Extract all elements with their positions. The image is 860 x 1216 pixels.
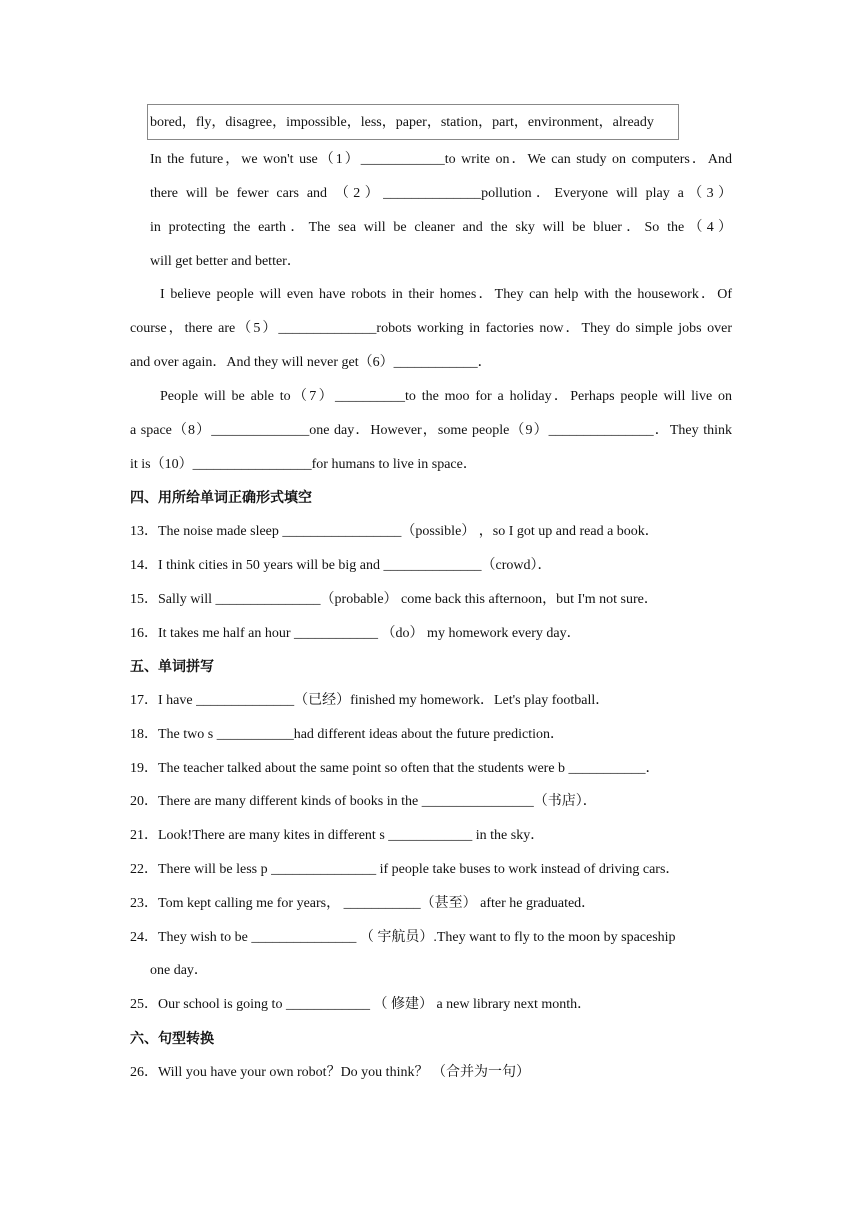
question-item: 21．Look!There are many kites in different s ____________ in the sky．	[130, 828, 545, 843]
section-heading: 四、用所给单词正确形式填空	[130, 490, 312, 506]
question-item: 25．Our school is going to ____________ （ 修建） a new library next month．	[130, 997, 592, 1012]
question-item: 26．Will you have your own robot？Do you think？ （合并为一句）	[130, 1065, 530, 1080]
passage-line: will get better and better．	[150, 254, 301, 269]
passage-line: there will be fewer cars and （2）______________pollution．Everyone will play a（3）	[150, 186, 732, 201]
question-item: 20．There are many different kinds of books in the ________________（书店）．	[130, 794, 597, 809]
section-heading: 六、句型转换	[130, 1031, 214, 1047]
question-item: 15．Sally will _______________（probable） come back this afternoon，but I'm not sure．	[130, 592, 658, 607]
passage-line: in protecting the earth．The sea will be cleaner and the sky will be bluer．So the（4）	[150, 220, 732, 235]
passage-line: course，there are（5）______________robots working in factories now．They do simple jobs over	[130, 321, 732, 336]
question-item: 23．Tom kept calling me for years， ___________（甚至） after he graduated．	[130, 896, 596, 911]
passage-line: I believe people will even have robots in their homes．They can help with the housework．Of	[160, 287, 732, 302]
passage-line: and over again．And they will never get（6）____________．	[130, 355, 492, 370]
question-item: 16．It takes me half an hour ____________ （do） my homework every day．	[130, 626, 581, 641]
question-item: 17．I have ______________（已经）finished my homework．Let's play football．	[130, 693, 610, 708]
question-item: 24．They wish to be _______________ （ 宇航员）.They want to fly to the moon by spaceship	[130, 930, 676, 945]
section-heading: 五、单词拼写	[130, 659, 214, 675]
passage-line: People will be able to（7）__________to the moo for a holiday．Perhaps people will live on	[160, 389, 732, 404]
question-item-continuation: one day．	[150, 963, 208, 978]
question-item: 18．The two s ___________had different ideas about the future prediction．	[130, 727, 565, 742]
question-item: 13．The noise made sleep _________________（possible） ，so I got up and read a book．	[130, 524, 659, 539]
question-item: 22．There will be less p _______________ if people take buses to work instead of driving cars．	[130, 862, 680, 877]
question-item: 14．I think cities in 50 years will be big and ______________（crowd）．	[130, 558, 552, 573]
passage-line: In the future，we won't use（1）____________to write on．We can study on computers．And	[150, 152, 732, 167]
passage-line: it is（10）_________________for humans to live in space．	[130, 457, 477, 472]
word-bank-box: bored，fly，disagree，impossible，less，paper，station，part，environment，already	[147, 104, 679, 140]
question-item: 19．The teacher talked about the same point so often that the students were b ___________．	[130, 761, 660, 776]
passage-line: a space（8）______________one day．However，some people（9）_______________．They think	[130, 423, 732, 438]
